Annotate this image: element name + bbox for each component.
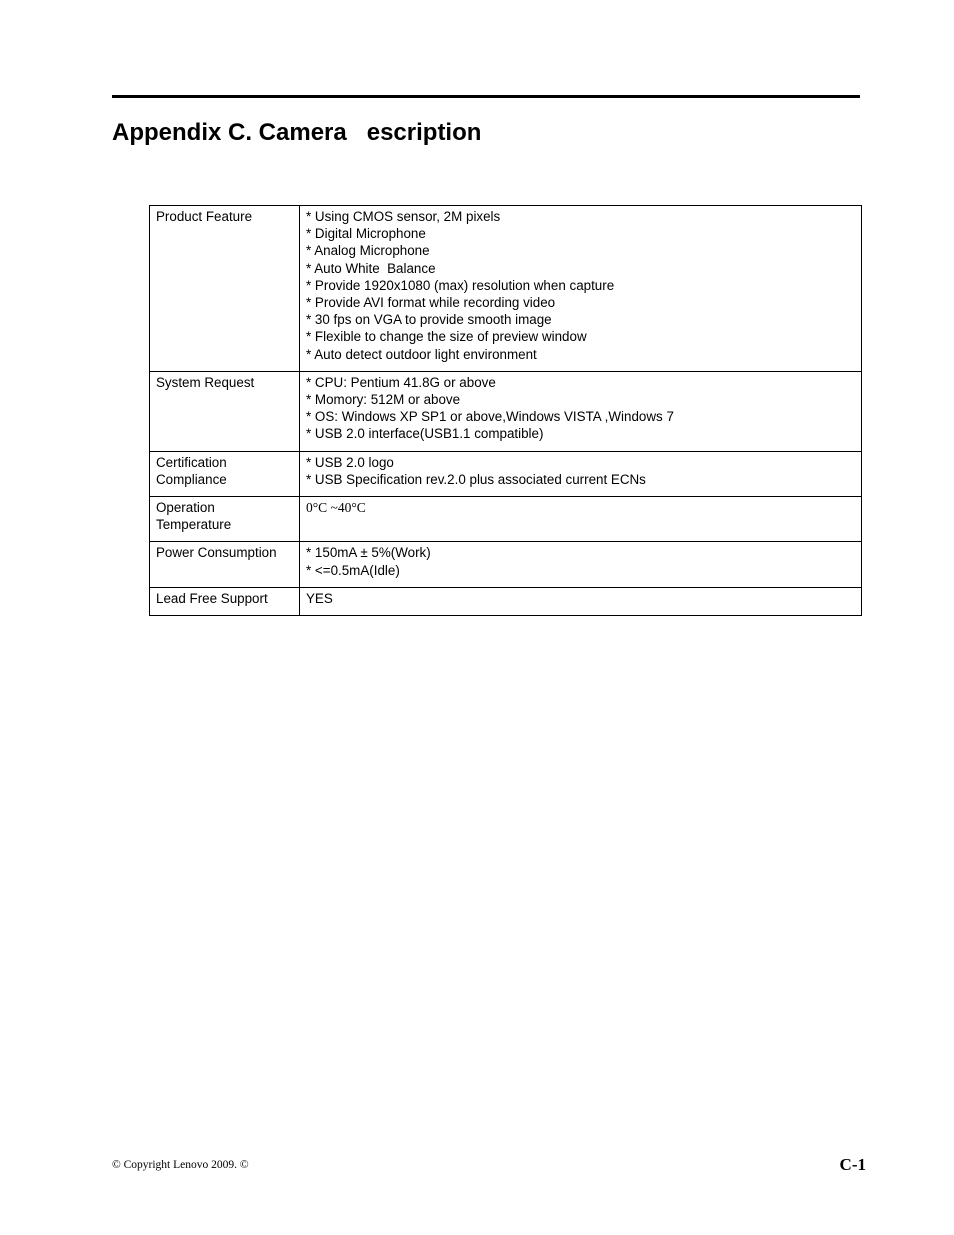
spec-value-line: * USB Specification rev.2.0 plus associated current ECNs <box>306 471 646 487</box>
spec-value-line: * CPU: Pentium 41.8G or above <box>306 374 496 390</box>
spec-value-line: * Digital Microphone <box>306 226 426 242</box>
spec-label-cell <box>150 206 300 372</box>
table-row <box>150 497 862 542</box>
table-row <box>150 451 862 496</box>
footer-copyright: © Copyright Lenovo 2009. © <box>112 1159 249 1171</box>
spec-value-cell <box>300 542 862 587</box>
spec-value-line: * 30 fps on VGA to provide smooth image <box>306 312 552 328</box>
spec-label: Lead Free Support <box>156 590 268 606</box>
spec-label: System Request <box>156 374 255 390</box>
spec-label: Certification <box>156 454 227 470</box>
spec-value-line: * Provide 1920x1080 (max) resolution when capture <box>306 277 615 293</box>
page-number: C-1 <box>839 1155 866 1174</box>
table-row <box>150 206 862 372</box>
spec-label-cell <box>150 371 300 451</box>
spec-value-line: * USB 2.0 logo <box>306 454 394 470</box>
spec-label: Operation <box>156 500 215 516</box>
spec-value-line: * Auto White Balance <box>306 260 436 276</box>
spec-value-line: * Provide AVI format while recording video <box>306 295 556 311</box>
spec-value-line: * 150mA ± 5%(Work) <box>306 545 431 561</box>
header-rule <box>112 95 860 98</box>
spec-value-cell <box>300 371 862 451</box>
spec-label: Temperature <box>156 517 232 533</box>
spec-value-line: * Momory: 512M or above <box>306 392 461 408</box>
spec-label-cell <box>150 542 300 587</box>
spec-label-cell <box>150 587 300 615</box>
spec-value-cell <box>300 206 862 372</box>
spec-value-line: * Flexible to change the size of preview window <box>306 329 587 345</box>
spec-value-line: 0°C ~40°C <box>306 500 366 516</box>
spec-value-cell <box>300 587 862 615</box>
spec-value-cell <box>300 497 862 542</box>
spec-value-line: * Auto detect outdoor light environment <box>306 346 537 362</box>
spec-value-line: * <=0.5mA(Idle) <box>306 562 400 578</box>
spec-label: Power Consumption <box>156 545 277 561</box>
camera-spec-table <box>149 205 862 616</box>
spec-value-cell <box>300 451 862 496</box>
spec-label-cell <box>150 497 300 542</box>
spec-value-line: * Analog Microphone <box>306 243 430 259</box>
table-row <box>150 542 862 587</box>
spec-label-cell <box>150 451 300 496</box>
spec-value-line: * OS: Windows XP SP1 or above,Windows VISTA ,Windows 7 <box>306 409 674 425</box>
spec-value-line: * Using CMOS sensor, 2M pixels <box>306 209 501 224</box>
table-row <box>150 371 862 451</box>
spec-value-line: * USB 2.0 interface(USB1.1 compatible) <box>306 426 544 442</box>
spec-value-line: YES <box>306 590 333 606</box>
page-title: Appendix C. Camera escription <box>112 119 482 146</box>
spec-label: Compliance <box>156 471 227 487</box>
spec-label: Product Feature <box>156 209 253 224</box>
table-row <box>150 587 862 615</box>
